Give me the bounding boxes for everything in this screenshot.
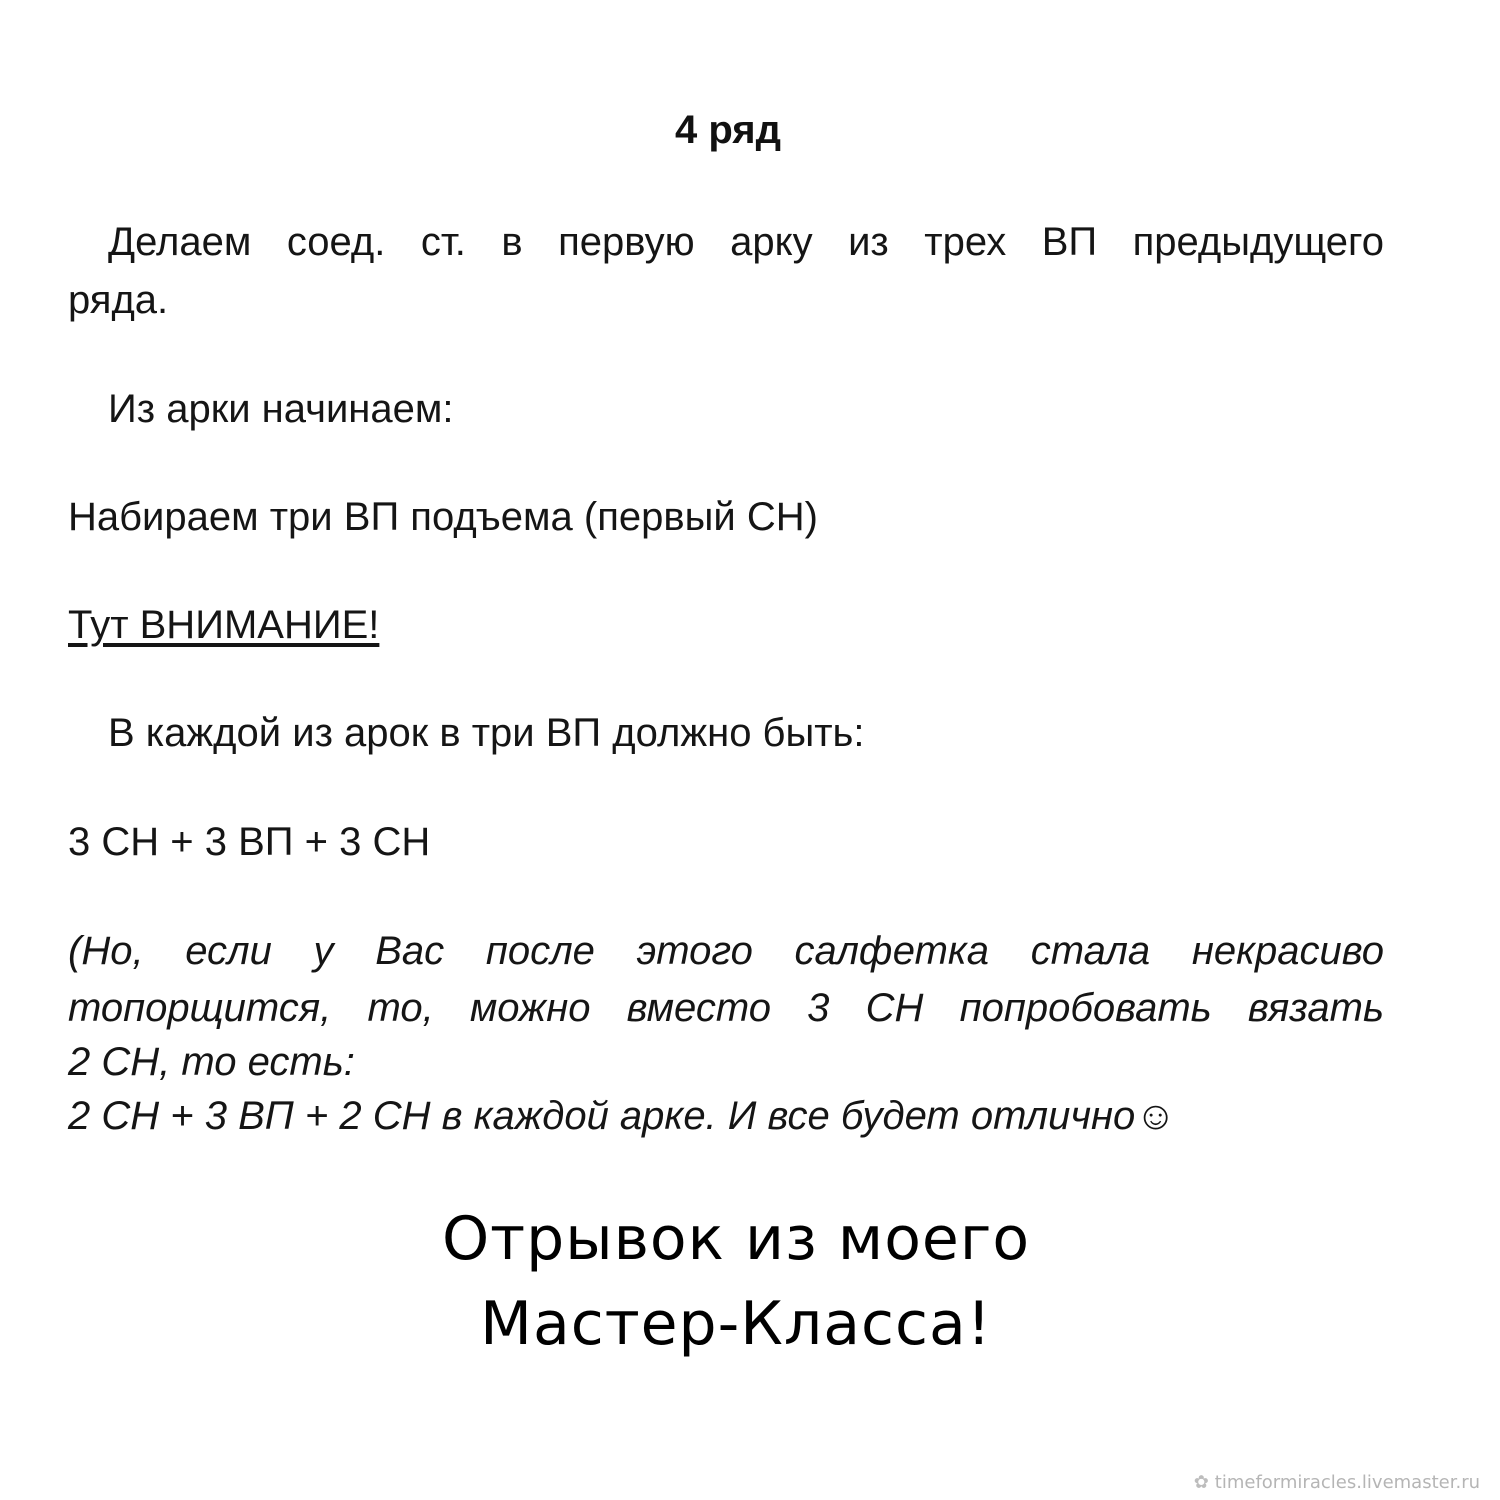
section-title: 4 ряд [675, 108, 781, 152]
paragraph-1-line-1: Делаем соед. ст. в первую арку из трех ВП предыдущего [108, 220, 1384, 264]
note-line-3: 2 СН, то есть: [68, 1040, 355, 1084]
paragraph-4: В каждой из арок в три ВП должно быть: [108, 711, 865, 755]
caption-line-1: Отрывок из моего [441, 1204, 1031, 1274]
note-line-4: 2 СН + 3 ВП + 2 СН в каждой арке. И все будет отлично☺ [68, 1094, 1177, 1138]
watermark-text: timeformiracles.livemaster.ru [1214, 1472, 1480, 1493]
note-line-1: (Но, если у Вас после этого салфетка стала некрасиво [68, 929, 1384, 973]
flower-icon: ✿ [1193, 1472, 1209, 1493]
note-line-2: топорщится, то, можно вместо 3 СН попробовать вязать [68, 986, 1384, 1030]
watermark [1194, 1472, 1480, 1493]
paragraph-2: Из арки начинаем: [108, 387, 454, 431]
paragraph-3: Набираем три ВП подъема (первый СН) [68, 495, 818, 539]
caption-line-2: Мастер-Класса! [480, 1289, 992, 1359]
paragraph-1-line-2: ряда. [68, 278, 169, 322]
attention-heading: Тут ВНИМАНИЕ! [68, 603, 380, 647]
stitch-formula: 3 СН + 3 ВП + 3 СН [68, 820, 431, 864]
